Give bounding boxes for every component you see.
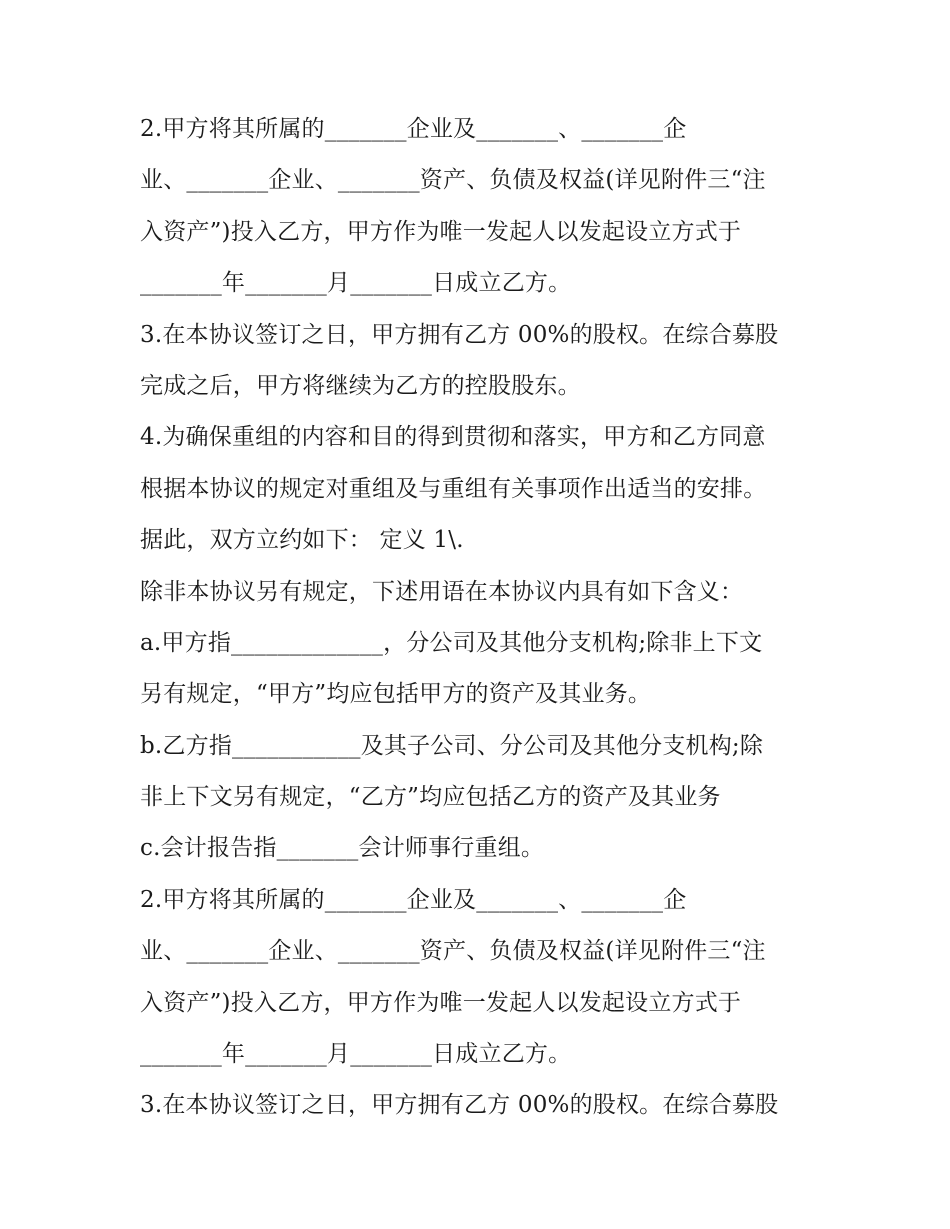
text-line: 2.甲方将其所属的_______企业及_______、_______企	[140, 886, 687, 913]
document-body	[140, 104, 820, 1132]
text-line: a.甲方指_____________，分公司及其他分支机构;除非上下文	[140, 629, 763, 656]
text-line: 3.在本协议签订之日，甲方拥有乙方 00%的股权。在综合募股	[140, 321, 779, 348]
text-line: 根据本协议的规定对重组及与重组有关事项作出适当的安排。	[140, 475, 767, 502]
text-line: c.会计报告指_______会计师事行重组。	[140, 835, 545, 862]
text-line: 3.在本协议签订之日，甲方拥有乙方 00%的股权。在综合募股	[140, 1092, 779, 1119]
text-line: _______年_______月_______日成立乙方。	[140, 270, 572, 297]
text-line: 另有规定，“甲方”均应包括甲方的资产及其业务。	[140, 681, 652, 708]
text-line: 入资产”)投入乙方，甲方作为唯一发起人以发起设立方式于	[140, 218, 742, 245]
text-line: 非上下文另有规定，“乙方”均应包括乙方的资产及其业务	[140, 784, 721, 811]
text-line: 除非本协议另有规定，下述用语在本协议内具有如下含义：	[140, 578, 744, 605]
text-line: 据此，双方立约如下： 定义 1\.	[140, 527, 464, 554]
text-line: 业、_______企业、_______资产、负债及权益(详见附件三“注	[140, 167, 766, 194]
text-line: 完成之后，甲方将继续为乙方的控股股东。	[140, 372, 581, 399]
text-line: _______年_______月_______日成立乙方。	[140, 1041, 572, 1068]
text-line: b.乙方指___________及其子公司、分公司及其他分支机构;除	[140, 732, 764, 759]
text-line: 业、_______企业、_______资产、负债及权益(详见附件三“注	[140, 938, 766, 965]
text-line: 2.甲方将其所属的_______企业及_______、_______企	[140, 116, 687, 142]
text-line: 入资产”)投入乙方，甲方作为唯一发起人以发起设立方式于	[140, 989, 742, 1016]
text-line: 4.为确保重组的内容和目的得到贯彻和落实，甲方和乙方同意	[140, 424, 766, 451]
